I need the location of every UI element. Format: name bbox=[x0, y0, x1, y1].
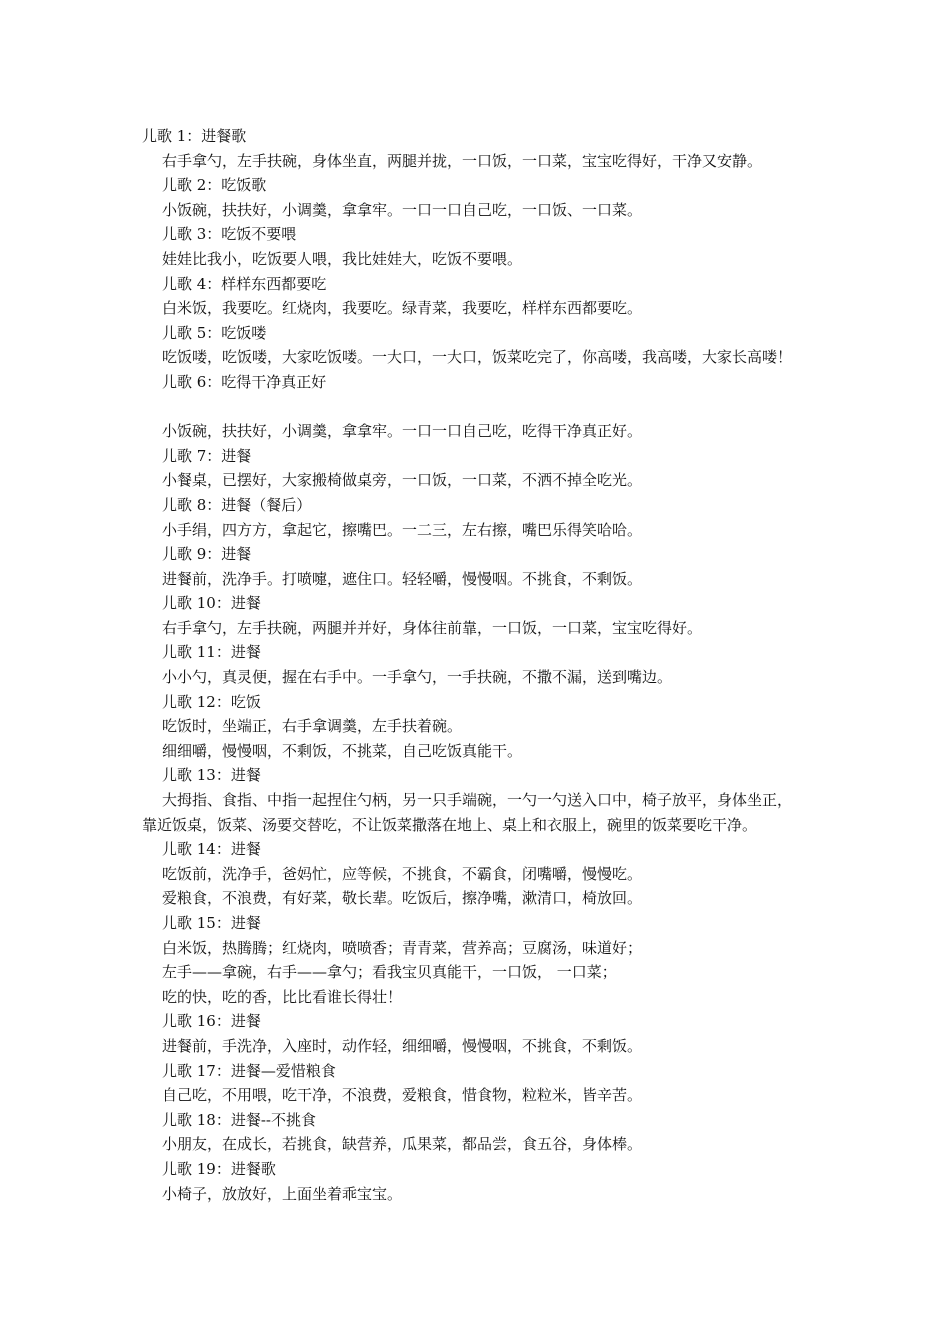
song-text: 进餐前，洗净手。打喷嚏，遮住口。轻轻嚼，慢慢咽。不挑食，不剩饭。 bbox=[162, 569, 643, 588]
song-text: 小手绢，四方方，拿起它，擦嘴巴。一二三，左右擦，嘴巴乐得笑哈哈。 bbox=[162, 520, 643, 539]
song-text: 小饭碗，扶扶好，小调羹，拿拿牢。一口一口自己吃，一口饭、一口菜。 bbox=[162, 200, 643, 219]
song-title: 儿歌 12：吃饭 bbox=[162, 692, 261, 711]
song-text: 吃饭时，坐端正，右手拿调羹，左手扶着碗。 bbox=[162, 717, 463, 736]
song-text: 右手拿勺，左手扶碗，两腿并并好，身体往前靠，一口饭，一口菜，宝宝吃得好。 bbox=[162, 618, 703, 637]
song-text: 吃饭前，洗净手，爸妈忙，应等候，不挑食，不霸食，闭嘴嚼，慢慢吃。 bbox=[162, 864, 643, 883]
song-title: 儿歌 1：进餐歌 bbox=[142, 127, 247, 145]
song-text: 右手拿勺，左手扶碗，身体坐直，两腿并拢，一口饭，一口菜，宝宝吃得好，干净又安静。 bbox=[162, 151, 763, 170]
song-text: 吃饭喽，吃饭喽，大家吃饭喽。一大口，一大口，饭菜吃完了，你高喽，我高喽，大家长高喽！ bbox=[162, 348, 793, 367]
song-text: 吃的快，吃的香，比比看谁长得壮！ bbox=[162, 987, 403, 1006]
song-title: 儿歌 19：进餐歌 bbox=[162, 1159, 276, 1178]
song-title: 儿歌 8：进餐（餐后） bbox=[162, 495, 312, 514]
song-text: 爱粮食，不浪费，有好菜，敬长辈。吃饭后，擦净嘴，漱清口，椅放回。 bbox=[162, 889, 643, 908]
song-title: 儿歌 9：进餐 bbox=[162, 545, 252, 564]
song-text: 白米饭，热腾腾；红烧肉，喷喷香；青青菜，营养高；豆腐汤，味道好； bbox=[162, 938, 643, 957]
song-title: 儿歌 10：进餐 bbox=[162, 594, 261, 613]
song-text: 小餐桌，已摆好，大家搬椅做桌旁，一口饭，一口菜，不洒不掉全吃光。 bbox=[162, 471, 643, 490]
song-title: 儿歌 3：吃饭不要喂 bbox=[162, 225, 297, 244]
song-title: 儿歌 11：进餐 bbox=[162, 643, 261, 662]
blank-line bbox=[142, 395, 832, 420]
song-title: 儿歌 14：进餐 bbox=[162, 840, 261, 859]
document-body bbox=[142, 124, 832, 1206]
song-title: 儿歌 6：吃得干净真正好 bbox=[162, 372, 327, 391]
song-text: 小朋友，在成长，若挑食，缺营养，瓜果菜，都品尝，食五谷，身体棒。 bbox=[162, 1135, 643, 1154]
song-text: 左手——拿碗，右手——拿勺；看我宝贝真能干，一口饭， 一口菜； bbox=[162, 963, 617, 982]
song-text: 娃娃比我小，吃饭要人喂，我比娃娃大，吃饭不要喂。 bbox=[162, 249, 523, 268]
song-title: 儿歌 16：进餐 bbox=[162, 1012, 261, 1031]
song-title: 儿歌 18：进餐--不挑食 bbox=[162, 1110, 316, 1129]
song-title: 儿歌 15：进餐 bbox=[162, 914, 261, 932]
song-title: 儿歌 13：进餐 bbox=[162, 766, 261, 785]
song-text: 小椅子，放放好，上面坐着乖宝宝。 bbox=[162, 1184, 403, 1203]
song-text: 进餐前，手洗净，入座时，动作轻，细细嚼，慢慢咽，不挑食，不剩饭。 bbox=[162, 1036, 643, 1055]
song-title: 儿歌 2：吃饭歌 bbox=[162, 176, 267, 195]
song-title: 儿歌 4：样样东西都要吃 bbox=[162, 274, 327, 293]
song-title: 儿歌 17：进餐—爱惜粮食 bbox=[162, 1061, 336, 1080]
song-text: 小小勺，真灵便，握在右手中。一手拿勺，一手扶碗，不撒不漏，送到嘴边。 bbox=[162, 668, 673, 687]
song-text: 白米饭，我要吃。红烧肉，我要吃。绿青菜，我要吃，样样东西都要吃。 bbox=[162, 299, 643, 318]
song-text: 细细嚼，慢慢咽，不剩饭，不挑菜，自己吃饭真能干。 bbox=[162, 741, 523, 760]
song-title: 儿歌 5：吃饭喽 bbox=[162, 323, 267, 342]
song-text: 小饭碗，扶扶好，小调羹，拿拿牢。一口一口自己吃，吃得干净真正好。 bbox=[162, 422, 643, 441]
song-title: 儿歌 7：进餐 bbox=[162, 446, 252, 465]
song-text: 靠近饭桌，饭菜、汤要交替吃，不让饭菜撒落在地上、桌上和衣服上，碗里的饭菜要吃干净。 bbox=[142, 815, 758, 834]
song-text: 自己吃，不用喂，吃干净，不浪费，爱粮食，惜食物，粒粒米，皆辛苦。 bbox=[162, 1086, 643, 1105]
song-text: 大拇指、食指、中指一起捏住勺柄，另一只手端碗，一勺一勺送入口中，椅子放平，身体坐正， bbox=[162, 791, 793, 810]
